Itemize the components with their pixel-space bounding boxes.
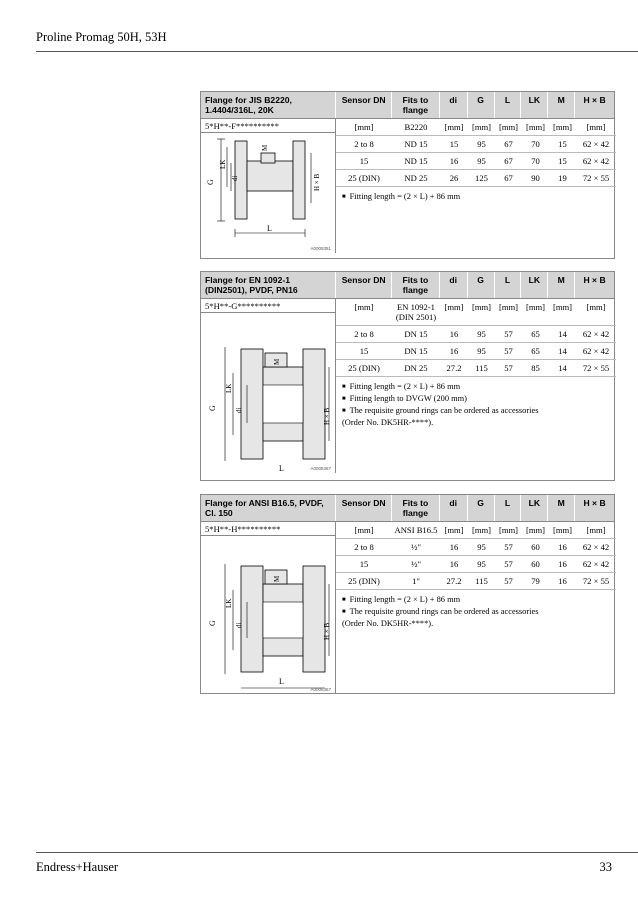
table-row [336,539,616,556]
cell: 62 × 42 [582,139,610,149]
cell: 16 [449,329,459,339]
unit-cell: [mm] [354,525,374,535]
cell: 16 [449,559,459,569]
cell: ½" [411,559,421,569]
cell: 16 [558,576,567,586]
unit-cell: [mm] [354,302,374,312]
cell: 95 [477,346,486,356]
col-l: L [494,92,521,118]
note-item: ■ The requisite ground rings can be ordered as accessories [342,606,610,618]
label-m: M [261,144,269,151]
figure-id: A0005367 [310,687,331,692]
cell: 57 [504,363,513,373]
cell: 67 [504,173,513,183]
unit-cell: [mm] [498,525,519,535]
notes [336,377,616,433]
table-row [336,343,616,360]
cell: 16 [449,346,459,356]
cell: 70 [531,156,540,166]
col-di: di [439,92,467,118]
unit-cell: [mm] [586,302,606,312]
footer-rule [36,852,638,853]
cell: 16 [558,559,567,569]
table-row [336,360,616,377]
col-lk: LK [520,495,547,521]
unit-cell: [mm] [444,302,464,312]
unit-cell: [mm] [552,302,573,312]
cell: 15 [359,346,369,356]
cell: 15 [359,156,369,166]
page-number: 33 [599,860,612,874]
cell: 95 [477,559,486,569]
table-row [336,170,616,187]
note-item: (Order No. DK5HR-****). [342,619,434,628]
cell: 19 [558,173,567,183]
label-di: di [235,622,243,628]
flange-drawing [201,133,335,253]
col-lk: LK [520,272,547,298]
table-title: Flange for EN 1092-1 (DIN2501), PVDF, PN16 [205,275,298,295]
flange-drawing [201,313,335,473]
label-l: L [279,464,284,473]
unit-cell: [mm] [525,122,546,132]
cell: 95 [477,542,486,552]
cell: 67 [504,139,513,149]
label-hxb: H × B [323,622,331,640]
table-header [201,495,614,522]
col-m: M [547,495,574,521]
cell: 14 [558,329,567,339]
label-di: di [235,407,243,413]
cell: ND 25 [404,173,428,183]
cell: 115 [475,363,488,373]
unit-cell: [mm] [471,122,492,132]
cell: 85 [531,363,540,373]
cell: 79 [531,576,540,586]
units-row [336,522,616,539]
cell: 60 [531,542,540,552]
col-lk: LK [520,92,547,118]
flange-drawing [201,536,335,694]
unit-cell: [mm] [525,525,546,535]
label-lk: LK [219,159,227,169]
unit-cell: [mm] [444,525,464,535]
cell: 62 × 42 [582,542,610,552]
cell: 95 [477,156,486,166]
cell: 62 × 42 [582,329,610,339]
label-lk: LK [225,598,233,608]
cell: 57 [504,346,513,356]
units-row [336,299,616,326]
cell: 15 [449,139,459,149]
unit-cell: [mm] [552,525,573,535]
table-row [336,153,616,170]
label-l: L [267,224,272,233]
table-row [336,136,616,153]
cell: 62 × 42 [582,346,610,356]
col-l: L [494,495,521,521]
col-hxb: H × B [574,495,614,521]
table-title: Flange for ANSI B16.5, PVDF, Cl. 150 [205,498,324,518]
note-item: ■ Fitting length to DVGW (200 mm) [342,393,610,405]
note-item: ■ Fitting length = (2 × L) + 86 mm [342,381,610,393]
order-code: 5*H**-H********** [201,522,335,536]
unit-cell: ANSI B16.5 [394,525,438,535]
flange-table-jis [200,91,615,259]
header-rule [36,51,638,52]
cell: 95 [477,329,486,339]
label-g: G [208,405,217,411]
cell: 62 × 42 [582,156,610,166]
col-fits-to-flange: Fits to flange [391,92,439,118]
unit-cell: B2220 [404,122,428,132]
label-l: L [279,677,284,686]
cell: 95 [477,139,486,149]
table-header [201,272,614,299]
unit-cell: [mm] [498,302,519,312]
table-header [201,92,614,119]
cell: 25 (DIN) [348,576,380,586]
table-title: Flange for JIS B2220, 1.4404/316L, 20K [205,95,292,115]
label-g: G [206,179,215,185]
cell: 14 [558,363,567,373]
flange-table-en1092 [200,271,615,481]
note-item: ■ Fitting length = (2 × L) + 86 mm [342,191,610,203]
page-header-title: Proline Promag 50H, 53H [36,30,167,44]
unit-cell: [mm] [586,525,606,535]
cell: 2 to 8 [354,329,374,339]
col-m: M [547,272,574,298]
cell: 60 [531,559,540,569]
cell: 65 [531,346,540,356]
cell: 2 to 8 [354,139,374,149]
col-m: M [547,92,574,118]
cell: 57 [504,329,513,339]
label-hxb: H × B [323,407,331,425]
cell: 14 [558,346,567,356]
footer-brand: Endress+Hauser [36,860,119,874]
cell: 15 [359,559,369,569]
cell: ND 15 [404,156,428,166]
label-di: di [231,175,239,181]
units-row [336,119,616,136]
unit-cell: [mm] [525,302,546,312]
cell: 27.2 [446,363,462,373]
col-sensor-dn: Sensor DN [335,495,391,521]
cell: 57 [504,559,513,569]
cell: 115 [475,576,488,586]
col-l: L [494,272,521,298]
col-di: di [439,495,467,521]
unit-cell: [mm] [586,122,606,132]
note-item: (Order No. DK5HR-****). [342,418,434,427]
label-hxb: H × B [313,173,321,191]
label-m: M [273,358,281,365]
col-hxb: H × B [574,92,614,118]
cell: ND 15 [404,139,428,149]
order-code: 5*H**-F********** [201,119,335,133]
cell: 26 [449,173,459,183]
cell: 70 [531,139,540,149]
col-g: G [467,272,494,298]
table-row [336,556,616,573]
col-g: G [467,92,494,118]
cell: ½" [411,542,421,552]
cell: 72 × 55 [582,576,610,586]
order-code: 5*H**-G********** [201,299,335,313]
cell: 25 (DIN) [348,173,380,183]
notes [336,590,616,634]
col-sensor-dn: Sensor DN [335,272,391,298]
cell: DN 15 [404,346,428,356]
figure-id: A0005351 [310,246,331,251]
unit-cell: [mm] [552,122,573,132]
label-g: G [208,620,217,626]
unit-cell: [mm] [471,525,492,535]
col-fits-to-flange: Fits to flange [391,272,439,298]
cell: DN 15 [404,329,428,339]
unit-cell: [mm] [354,122,374,132]
table-row [336,326,616,343]
note-item: ■ Fitting length = (2 × L) + 86 mm [342,594,610,606]
cell: 16 [449,156,459,166]
cell: 90 [531,173,540,183]
cell: 57 [504,542,513,552]
unit-cell: [mm] [444,122,464,132]
col-di: di [439,272,467,298]
col-g: G [467,495,494,521]
col-fits-to-flange: Fits to flange [391,495,439,521]
notes [336,187,616,207]
label-lk: LK [225,383,233,393]
figure-id: A0005367 [310,466,331,471]
cell: 65 [531,329,540,339]
cell: 72 × 55 [582,173,610,183]
table-row [336,573,616,590]
cell: 72 × 55 [582,363,610,373]
label-m: M [273,575,281,582]
col-sensor-dn: Sensor DN [335,92,391,118]
note-item: ■ The requisite ground rings can be ordered as accessories [342,405,610,417]
flange-table-ansi [200,494,615,694]
unit-cell: [mm] [498,122,519,132]
unit-cell: EN 1092-1 (DIN 2501) [395,302,437,322]
cell: DN 25 [404,363,428,373]
cell: 2 to 8 [354,542,374,552]
cell: 67 [504,156,513,166]
cell: 62 × 42 [582,559,610,569]
cell: 27.2 [446,576,462,586]
col-hxb: H × B [574,272,614,298]
cell: 57 [504,576,513,586]
cell: 16 [449,542,459,552]
cell: 15 [558,156,567,166]
cell: 15 [558,139,567,149]
cell: 25 (DIN) [348,363,380,373]
cell: 1" [412,576,420,586]
unit-cell: [mm] [471,302,492,312]
cell: 125 [475,173,488,183]
cell: 16 [558,542,567,552]
